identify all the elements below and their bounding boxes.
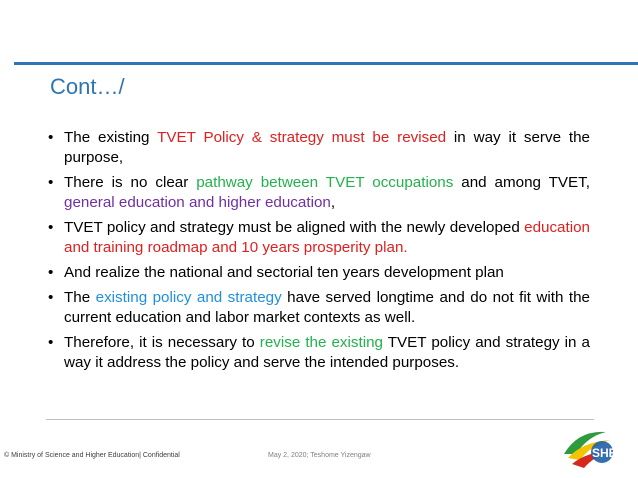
highlight-text-purple: general education and higher education: [64, 194, 331, 211]
bullet-text: The existing: [64, 129, 158, 146]
bullet-text: in way it serve the purpose,: [64, 129, 590, 166]
bullet-text: There is no clear: [64, 174, 197, 191]
she-logo-icon: [560, 424, 622, 472]
bullet-text: ,: [330, 194, 336, 211]
bullet-item: [46, 218, 590, 258]
bullet-text: and among TVET,: [453, 174, 590, 191]
bullet-item: [46, 263, 590, 283]
bullet-text: TVET policy and strategy in a way it address the policy and serve the intended purposes.: [64, 334, 591, 371]
highlight-text-green: pathway between TVET occupations: [196, 174, 454, 191]
logo-text: SHE: [592, 446, 617, 460]
highlight-text-red: TVET Policy & strategy must be revised: [157, 129, 447, 146]
footer-copyright: © Ministry of Science and Higher Education| Confidential: [4, 452, 180, 459]
bullet-text: have served longtime and do not fit with the current education and labor market contexts as well.: [64, 289, 591, 326]
highlight-text-red: education and training roadmap and 10 years prosperity plan.: [64, 219, 590, 256]
footer-date-author: May 2, 2020; Teshome Yizengaw: [268, 452, 371, 459]
bullet-item: [46, 173, 590, 213]
highlight-text-blue: existing policy and strategy: [95, 289, 282, 306]
bullet-text: TVET policy and strategy must be aligned with the newly developed: [64, 219, 525, 236]
footer-divider: [46, 419, 594, 420]
slide-title: Cont…/: [50, 74, 125, 99]
header-divider: [14, 62, 638, 65]
bullet-item: [46, 333, 590, 373]
bullet-item: [46, 128, 590, 168]
bullet-text: The: [64, 289, 96, 306]
bullet-text: Therefore, it is necessary to: [64, 334, 260, 351]
highlight-text-green: revise the existing: [259, 334, 383, 351]
bullet-list: [46, 128, 590, 378]
bullet-item: [46, 288, 590, 328]
bullet-text: And realize the national and sectorial ten years development plan: [64, 264, 504, 281]
